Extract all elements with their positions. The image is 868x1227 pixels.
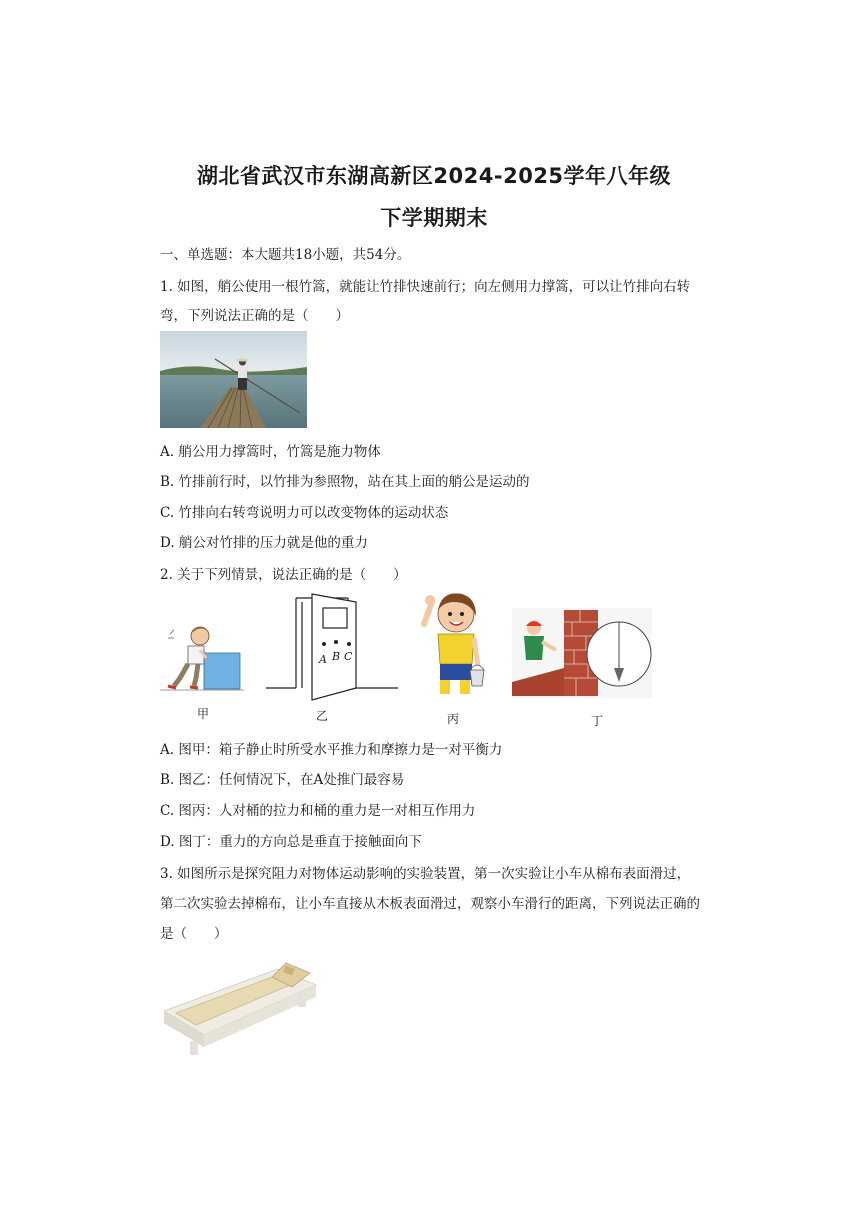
- q1-raft-photo: [160, 331, 307, 428]
- q3-ramp-apparatus: [160, 955, 318, 1059]
- q3-stem-line3: 是（ ）: [160, 926, 228, 942]
- q1-option-a: A. 艄公用力撑篙时，竹篙是施力物体: [160, 444, 381, 460]
- q1-option-c: C. 竹排向右转弯说明力可以改变物体的运动状态: [160, 505, 449, 521]
- door-point-b: B: [332, 650, 341, 663]
- q2-option-a: A. 图甲：箱子静止时所受水平推力和摩擦力是一对平衡力: [160, 742, 503, 758]
- q2-figure-ding: [512, 608, 652, 698]
- q2-option-d: D. 图丁：重力的方向总是垂直于接触面向下: [160, 834, 422, 850]
- q2-figure-yi: [266, 590, 398, 702]
- q1-option-d: D. 艄公对竹排的压力就是他的重力: [160, 535, 368, 551]
- q2-caption-ding: 丁: [590, 714, 603, 728]
- q2-caption-bing: 丙: [446, 712, 459, 726]
- q2-caption-jia: 甲: [196, 707, 209, 721]
- door-point-a: A: [319, 653, 327, 666]
- q3-stem-line2: 第二次实验去掉棉布，让小车直接从木板表面滑过，观察小车滑行的距离，下列说法正确的: [160, 896, 700, 912]
- q2-figure-jia: [160, 620, 244, 694]
- doc-title-line2: 下学期期末: [380, 206, 488, 230]
- q2-stem: 2. 关于下列情景，说法正确的是（ ）: [160, 567, 407, 583]
- q1-option-b: B. 竹排前行时，以竹排为参照物，站在其上面的艄公是运动的: [160, 474, 530, 490]
- q2-option-b: B. 图乙：任何情况下，在A处推门最容易: [160, 772, 405, 788]
- q2-caption-yi: 乙: [315, 709, 328, 723]
- q1-stem-line1: 1. 如图，艄公使用一根竹篙，就能让竹排快速前行；向左侧用力撑篙，可以让竹排向右转: [160, 279, 691, 295]
- q1-stem-line2: 弯，下列说法正确的是（ ）: [160, 308, 349, 324]
- q3-stem-line1: 3. 如图所示是探究阻力对物体运动影响的实验装置，第一次实验让小车从棉布表面滑过，: [160, 866, 691, 882]
- door-point-c: C: [344, 650, 353, 663]
- section-heading: 一、单选题：本大题共18小题，共54分。: [160, 247, 411, 263]
- q2-option-c: C. 图丙：人对桶的拉力和桶的重力是一对相互作用力: [160, 803, 476, 819]
- doc-title-line1: 湖北省武汉市东湖高新区2024-2025学年八年级: [196, 164, 672, 188]
- q2-figure-bing: [418, 588, 486, 700]
